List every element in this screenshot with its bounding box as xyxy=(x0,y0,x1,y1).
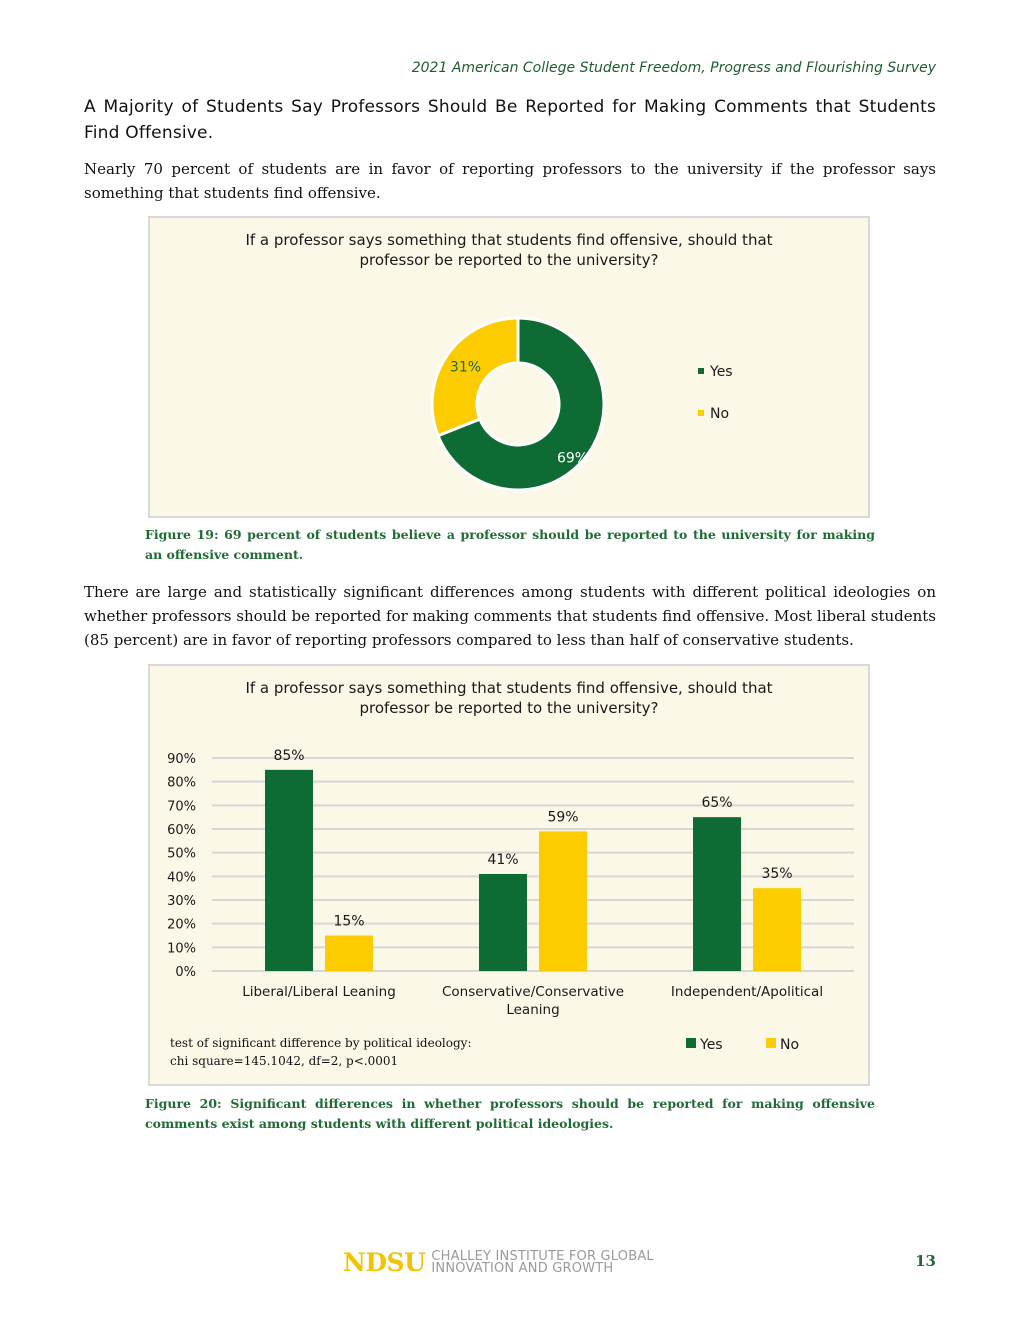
y-tick-label: 20% xyxy=(167,917,196,933)
figure-20-chart xyxy=(148,664,870,1086)
donut-slice-no xyxy=(432,318,518,436)
bar-data-label: 59% xyxy=(547,809,579,826)
institute-line-2: INNOVATION AND GROWTH xyxy=(431,1260,614,1276)
donut-label-no: 31% xyxy=(449,359,482,376)
y-tick-label: 10% xyxy=(167,941,196,957)
bar-no-2 xyxy=(753,888,801,971)
donut-legend-label-yes: Yes xyxy=(710,364,733,380)
bar-yes-0 xyxy=(265,770,313,971)
significance-note-line-2: chi square=145.1042, df=2, p<.0001 xyxy=(170,1054,399,1068)
bar-data-label: 41% xyxy=(487,851,519,868)
y-tick-label: 90% xyxy=(167,752,196,767)
figure-19-caption: Figure 19: 69 percent of students believe a professor should be reported to the university for making an offensive comment. xyxy=(145,527,875,562)
x-category-label: Liberal/Liberal Leaning xyxy=(242,984,396,1000)
y-tick-label: 70% xyxy=(167,799,196,815)
footer-logo xyxy=(343,1248,654,1277)
bar-data-label: 65% xyxy=(701,795,733,812)
bar-chart xyxy=(150,666,868,1084)
bar-legend-swatch-no xyxy=(766,1038,776,1048)
bar-data-label: 15% xyxy=(333,913,365,930)
donut-label-yes: 69% xyxy=(556,450,589,467)
ndsu-logo: NDSU xyxy=(343,1248,426,1277)
section-heading: A Majority of Students Say Professors Should Be Reported for Making Comments that Students Find Offensive. xyxy=(84,97,936,143)
bar-chart-title: If a professor says something that students find offensive, should that professor be reported to the university? xyxy=(245,679,773,717)
bar-yes-2 xyxy=(693,817,741,971)
donut-chart-title: If a professor says something that students find offensive, should that professor be reported to the university? xyxy=(245,231,773,269)
institute-line-1: CHALLEY INSTITUTE FOR GLOBAL xyxy=(431,1248,654,1264)
running-header: 2021 American College Student Freedom, Progress and Flourishing Survey xyxy=(411,60,936,76)
paragraph-1: Nearly 70 percent of students are in favor of reporting professors to the university if the professor says something that students find offensive. xyxy=(84,160,936,202)
x-category-label: Leaning xyxy=(506,1002,560,1018)
paragraph-2: There are large and statistically significant differences among students with different political ideologies on whether professors should be reported for making comments that students find offensive. Most liberal students (85 percent) are in favor of reporting professors compared to less than half of conservative students. xyxy=(84,583,936,649)
donut-legend-swatch-yes xyxy=(698,368,704,374)
donut-chart xyxy=(150,218,868,516)
donut-legend-label-no: No xyxy=(710,406,730,422)
bar-data-label: 35% xyxy=(761,866,793,883)
bar-legend-label-no: No xyxy=(780,1037,800,1053)
donut-legend-swatch-no xyxy=(698,410,704,416)
y-tick-label: 0% xyxy=(175,965,196,980)
bar-no-1 xyxy=(539,831,587,971)
significance-note xyxy=(170,1034,472,1070)
bar-legend-label-yes: Yes xyxy=(700,1037,723,1053)
figure-20-caption: Figure 20: Significant differences in whether professors should be reported for making offensive comments exist among students with different political ideologies. xyxy=(145,1096,875,1131)
significance-note-line-1: test of significant difference by political ideology: xyxy=(170,1036,472,1050)
bar-legend-swatch-yes xyxy=(686,1038,696,1048)
y-tick-label: 50% xyxy=(167,846,196,862)
y-tick-label: 30% xyxy=(167,894,196,909)
x-category-label: Independent/Apolitical xyxy=(670,984,824,1000)
figure-19-chart xyxy=(148,216,870,518)
y-tick-label: 60% xyxy=(167,823,196,838)
bar-yes-1 xyxy=(479,874,527,971)
y-tick-label: 40% xyxy=(167,870,196,886)
y-tick-label: 80% xyxy=(167,775,196,791)
bar-data-label: 85% xyxy=(273,747,305,764)
page-number: 13 xyxy=(915,1252,936,1270)
bar-no-0 xyxy=(325,936,373,972)
institute-name xyxy=(431,1248,654,1276)
x-category-label: Conservative/Conservative xyxy=(441,984,625,1000)
